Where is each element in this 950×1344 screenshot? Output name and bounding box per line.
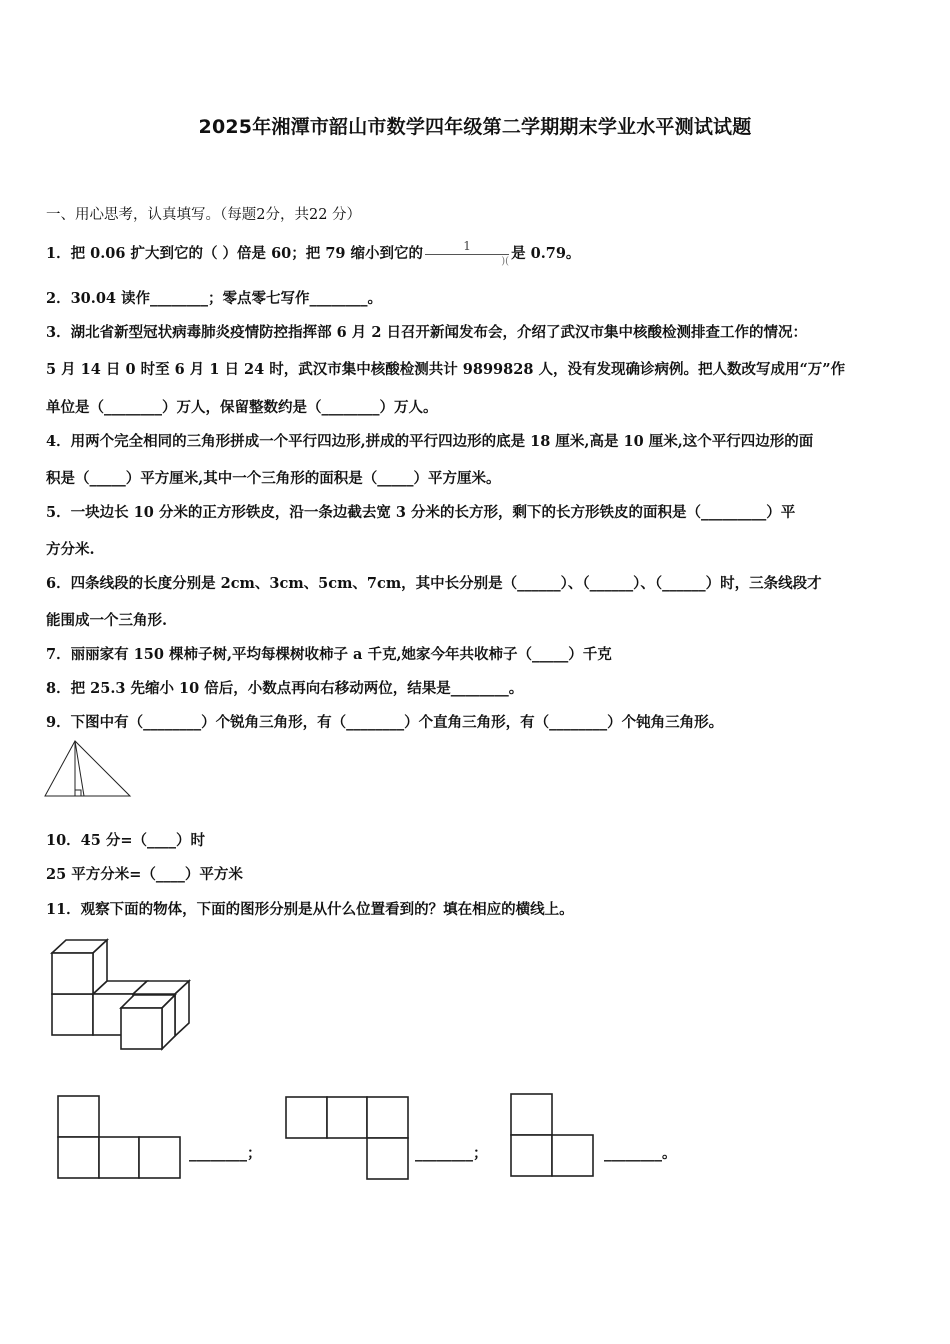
question-5-line-2: 方分米. bbox=[46, 541, 95, 558]
question-1-text: 1．把 0.06 扩大到它的（ ）倍是 60；把 79 缩小到它的 bbox=[46, 245, 424, 262]
question-1 bbox=[46, 240, 580, 268]
question-2: 2．30.04 读作________；零点零七写作________。 bbox=[46, 290, 383, 307]
section-heading-1: 一、用心思考，认真填写。（每题2分，共22 分） bbox=[46, 207, 362, 223]
answer-blank-2[interactable]: ________； bbox=[415, 1145, 488, 1162]
triangle-figure bbox=[44, 740, 132, 798]
question-4-line-2: 积是（_____）平方厘米,其中一个三角形的面积是（_____）平方厘米。 bbox=[46, 470, 501, 487]
question-3-line-3: 单位是（________）万人，保留整数约是（________）万人。 bbox=[46, 399, 438, 416]
view-figure-1 bbox=[57, 1095, 181, 1179]
view-figure-3 bbox=[510, 1093, 594, 1177]
fraction bbox=[425, 240, 509, 268]
fraction-numerator: 1 bbox=[425, 240, 509, 255]
question-5-line-1: 5．一块边长 10 分米的正方形铁皮，沿一条边截去宽 3 分米的长方形，剩下的长方形铁皮的面积是（_________）平 bbox=[46, 504, 796, 521]
question-6-line-2: 能围成一个三角形. bbox=[46, 612, 168, 629]
question-10-line-2: 25 平方分米=（____）平方米 bbox=[46, 866, 243, 883]
question-10-line-1: 10．45 分=（____）时 bbox=[46, 832, 206, 849]
question-3-line-2: 5 月 14 日 0 时至 6 月 1 日 24 时，武汉市集中核酸检测共计 9899828 人，没有发现确诊病例。把人数改写成用“万”作 bbox=[46, 361, 846, 378]
answer-blank-1[interactable]: ________； bbox=[189, 1145, 262, 1162]
question-1-tail: 是 0.79。 bbox=[511, 245, 581, 262]
question-3-line-1: 3．湖北省新型冠状病毒肺炎疫情防控指挥部 6 月 2 日召开新闻发布会，介绍了武汉市集中核酸检测排查工作的情况： bbox=[46, 324, 807, 341]
question-4-line-1: 4．用两个完全相同的三角形拼成一个平行四边形,拼成的平行四边形的底是 18 厘米,高是 10 厘米,这个平行四边形的面 bbox=[46, 433, 814, 450]
outer-triangle bbox=[45, 741, 130, 796]
question-11: 11．观察下面的物体，下面的图形分别是从什么位置看到的？填在相应的横线上。 bbox=[46, 901, 574, 918]
page-title: 2025年湘潭市韶山市数学四年级第二学期期末学业水平测试试题 bbox=[198, 116, 752, 138]
answer-blank-3[interactable]: ________。 bbox=[604, 1145, 677, 1162]
right-angle-mark bbox=[75, 790, 81, 796]
cube-solid-figure bbox=[50, 938, 195, 1053]
fraction-den-left: ( bbox=[505, 256, 510, 267]
question-7: 7．丽丽家有 150 棵柿子树,平均每棵树收柿子 a 千克,她家今年共收柿子（_____）千克 bbox=[46, 646, 612, 663]
question-6-line-1: 6．四条线段的长度分别是 2cm、3cm、5cm、7cm，其中长分别是（______）、（______）、（______）时，三条线段才 bbox=[46, 575, 822, 592]
question-8: 8．把 25.3 先缩小 10 倍后，小数点再向右移动两位，结果是________。 bbox=[46, 680, 524, 697]
view-figure-2 bbox=[285, 1096, 409, 1180]
fraction-den-right: ) bbox=[501, 256, 506, 267]
question-9: 9．下图中有（________）个锐角三角形，有（________）个直角三角形，有（________）个钝角三角形。 bbox=[46, 714, 724, 731]
